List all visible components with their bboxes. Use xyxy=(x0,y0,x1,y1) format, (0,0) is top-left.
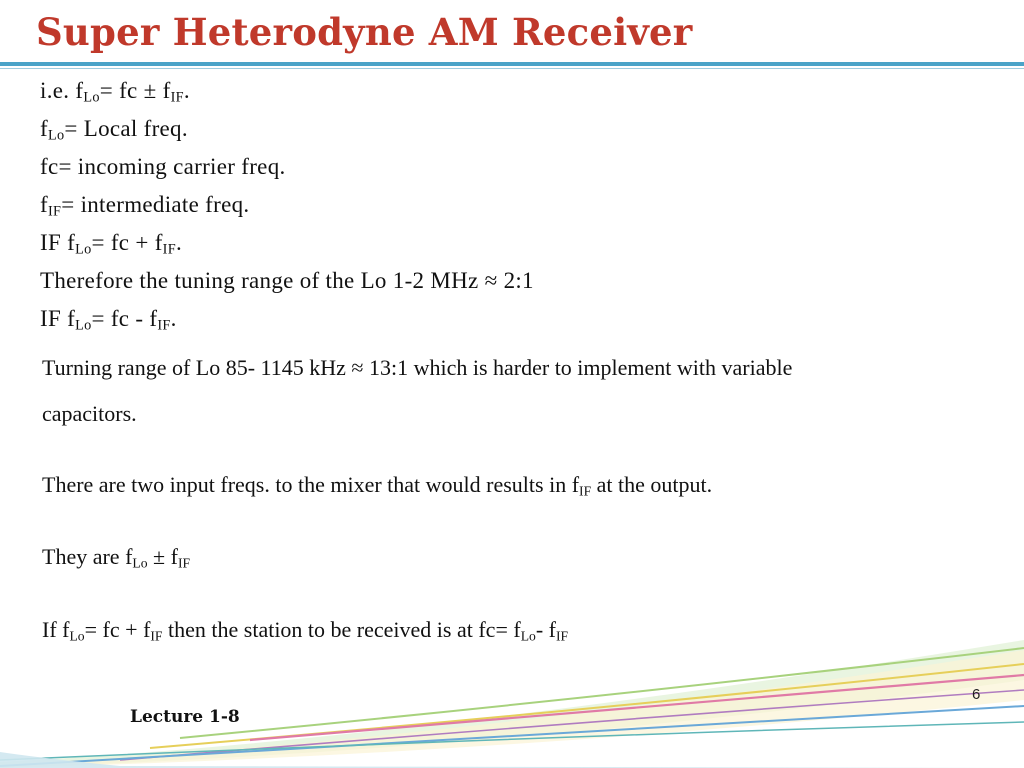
subscript-if: IF xyxy=(47,203,62,220)
text: - xyxy=(535,617,549,642)
text: = xyxy=(91,306,111,331)
decorative-swoosh xyxy=(0,620,1024,768)
subscript-lo: Lo xyxy=(83,89,100,106)
symbol-f: f xyxy=(67,230,76,255)
symbol-fc: fc xyxy=(110,306,130,331)
text: at the output. xyxy=(591,472,713,497)
subscript-lo: Lo xyxy=(69,628,85,644)
text: - xyxy=(129,306,150,331)
symbol-f: f xyxy=(548,617,556,642)
subscript-if: IF xyxy=(150,628,163,644)
plus-minus-sign: ± xyxy=(147,544,171,569)
text: capacitors. xyxy=(42,401,137,426)
text: = xyxy=(91,230,111,255)
subscript-if: IF xyxy=(162,241,176,258)
symbol-f: f xyxy=(170,544,178,569)
line-if-minus xyxy=(40,300,534,338)
text: = Local freq. xyxy=(64,116,188,141)
subscript-lo: Lo xyxy=(75,241,92,258)
subscript-if: IF xyxy=(170,89,184,106)
text: IF xyxy=(40,230,68,255)
symbol-f: f xyxy=(40,192,48,217)
subscript-lo: Lo xyxy=(132,555,148,571)
title-underline xyxy=(0,62,1024,66)
symbol-fc: fc xyxy=(110,230,130,255)
text: . xyxy=(175,230,182,255)
text: then the station to be received is at fc= xyxy=(162,617,514,642)
text: Turning range of Lo 85- 1145 kHz ≈ 13:1 which is harder to implement with variable xyxy=(42,355,793,380)
text: . xyxy=(183,78,190,103)
symbol-fc: fc xyxy=(119,78,138,103)
symbol-f: f xyxy=(67,306,76,331)
page-number: 6 xyxy=(972,686,981,703)
line-relation xyxy=(40,72,534,110)
subscript-if: IF xyxy=(177,555,191,571)
subscript-if: IF xyxy=(555,628,569,644)
text: There are two input freqs. to the mixer that would results in xyxy=(42,472,572,497)
text: They are xyxy=(42,544,126,569)
symbol-fc: fc xyxy=(102,617,120,642)
line-tuning-range: Therefore the tuning range of the Lo 1-2 MHz ≈ 2:1 xyxy=(40,268,534,293)
text: If xyxy=(42,617,63,642)
symbol-f: f xyxy=(162,78,171,103)
text: = intermediate freq. xyxy=(61,192,250,217)
symbol-f: f xyxy=(125,544,133,569)
paragraph-they-are xyxy=(42,534,912,580)
subscript-if: IF xyxy=(579,483,592,499)
text: = xyxy=(99,78,120,103)
text: IF xyxy=(40,306,68,331)
symbol-f: f xyxy=(513,617,521,642)
subscript-if: IF xyxy=(157,317,171,334)
line-carrier-freq: fc= incoming carrier freq. xyxy=(40,154,286,179)
text: + xyxy=(119,617,144,642)
footer-lecture: Lecture 1-8 xyxy=(130,707,240,727)
slide-title: Super Heterodyne AM Receiver xyxy=(36,10,693,54)
line-local-freq xyxy=(40,110,534,148)
symbol-f: f xyxy=(40,116,48,141)
symbol-f: f xyxy=(75,78,84,103)
subscript-lo: Lo xyxy=(47,127,65,144)
definition-list xyxy=(40,72,534,338)
line-intermediate-freq xyxy=(40,186,534,224)
symbol-f: f xyxy=(154,230,163,255)
title-underline-thin xyxy=(0,68,1024,69)
line-if-plus xyxy=(40,224,534,262)
subscript-lo: Lo xyxy=(520,628,536,644)
paragraph-turning-range xyxy=(42,345,912,437)
subscript-lo: Lo xyxy=(75,317,92,334)
text: . xyxy=(170,306,177,331)
symbol-f: f xyxy=(62,617,70,642)
plus-minus-sign: ± xyxy=(137,78,163,103)
text: + xyxy=(129,230,155,255)
symbol-f: f xyxy=(571,472,580,497)
symbol-f: f xyxy=(149,306,158,331)
symbol-f: f xyxy=(143,617,151,642)
text: i.e. xyxy=(40,78,76,103)
text: = xyxy=(84,617,103,642)
paragraph-input-freqs xyxy=(42,462,912,508)
